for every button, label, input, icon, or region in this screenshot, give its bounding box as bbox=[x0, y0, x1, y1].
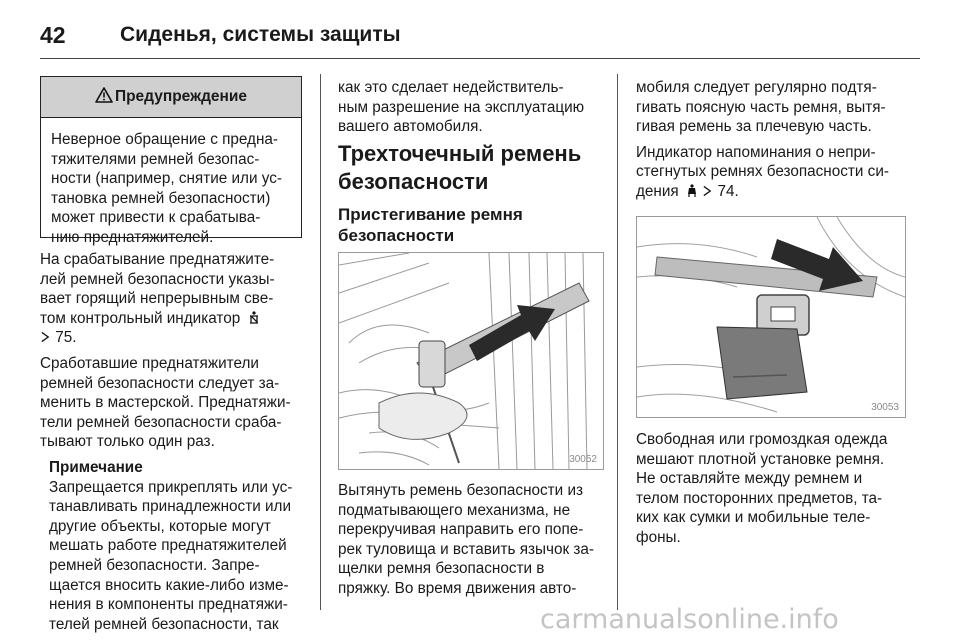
image-number: 30053 bbox=[871, 402, 899, 413]
text-line: как это сделает недействитель- bbox=[338, 79, 564, 96]
text-line: щелки ремня безопасности в bbox=[338, 560, 545, 578]
text-line: ным разрешение на эксплуатацию bbox=[338, 98, 585, 116]
text-line: дения bbox=[636, 182, 679, 200]
text-line: щается вносить какие-либо изме- bbox=[49, 576, 289, 594]
seatbelt-reminder-icon bbox=[686, 184, 698, 198]
text-line: вает горящий непрерывным све- bbox=[40, 290, 274, 308]
page-reference: 74. bbox=[717, 182, 739, 200]
warning-triangle-icon bbox=[95, 87, 113, 103]
column-3-top bbox=[636, 78, 916, 208]
text-line: лей ремней безопасности указы- bbox=[40, 270, 275, 288]
text-line: пряжку. Во время движения авто- bbox=[338, 579, 577, 597]
text-line: подматывающего механизма, не bbox=[338, 501, 571, 519]
text-line: ности (например, снятие или ус- bbox=[51, 170, 282, 188]
heading-line: безопасности bbox=[338, 169, 489, 194]
note-title: Примечание bbox=[49, 458, 143, 476]
paragraph-indicator bbox=[40, 250, 308, 348]
text-line: Сработавшие преднатяжители bbox=[40, 354, 259, 372]
subsection-heading bbox=[338, 204, 523, 246]
text-line: ких как сумки и мобильные теле- bbox=[636, 509, 871, 527]
text-line: мешают плотной установке ремня. bbox=[636, 450, 885, 468]
note-block bbox=[40, 458, 308, 634]
text-line: вашего автомобиля. bbox=[338, 118, 483, 136]
warning-box bbox=[40, 76, 302, 246]
page-title: Сиденья, системы защиты bbox=[120, 23, 401, 46]
text-line: мешать работе преднатяжителей bbox=[49, 537, 287, 555]
warning-title: Предупреждение bbox=[114, 88, 248, 105]
text-line: Индикатор напоминания о непри- bbox=[636, 143, 876, 161]
text-line: стегнутых ремнях безопасности си- bbox=[636, 163, 889, 181]
text-line: тяжителями ремней безопас- bbox=[51, 150, 260, 168]
seatbelt-fastening-illustration bbox=[338, 252, 604, 470]
text-line: нения в компоненты преднатяжи- bbox=[49, 596, 288, 614]
page-reference-icon bbox=[40, 330, 51, 344]
page-reference: 75. bbox=[55, 329, 77, 347]
warning-text bbox=[41, 118, 301, 248]
text-line: Запрещается прикреплять или ус- bbox=[49, 478, 293, 496]
text-line: Не оставляйте между ремнем и bbox=[636, 470, 863, 488]
subheading-line: Пристегивание ремня bbox=[338, 205, 523, 224]
heading-line: Трехточечный ремень bbox=[338, 141, 582, 166]
paragraph-reminder bbox=[636, 143, 916, 202]
seatbelt-buckle-illustration bbox=[636, 216, 906, 418]
text-line: фоны. bbox=[636, 528, 681, 546]
column-3-bottom bbox=[636, 430, 916, 548]
text-line: тывают только один раз. bbox=[40, 433, 215, 451]
text-line: тановка ремней безопасности) bbox=[51, 189, 271, 207]
text-line: менить в мастерской. Преднатяжи- bbox=[40, 394, 291, 412]
seatbelt-pretensioner-indicator-icon bbox=[248, 311, 260, 325]
header-rule bbox=[40, 58, 920, 59]
image-number: 30052 bbox=[569, 454, 597, 465]
text-line: тели ремней безопасности сраба- bbox=[40, 413, 282, 431]
paragraph-replacement bbox=[40, 354, 308, 452]
paragraph-tighten bbox=[636, 78, 916, 137]
column-1 bbox=[40, 250, 308, 634]
watermark: carmanualsonline.info bbox=[540, 604, 839, 635]
section-heading bbox=[338, 140, 581, 196]
text-line: гивая ремень за плечевую часть. bbox=[636, 118, 872, 136]
text-line: перекручивая направить его попе- bbox=[338, 521, 584, 539]
text-line: может привести к срабатыва- bbox=[51, 209, 261, 227]
text-line: Свободная или громоздкая одежда bbox=[636, 431, 888, 448]
column-2-top bbox=[338, 78, 610, 137]
page-reference-icon bbox=[702, 184, 713, 198]
column-divider-1 bbox=[320, 74, 321, 610]
subheading-line: безопасности bbox=[338, 226, 455, 245]
text-line: рек туловища и вставить язычок за- bbox=[338, 540, 595, 558]
warning-header bbox=[41, 77, 301, 118]
text-line: другие объекты, которые могут bbox=[49, 517, 271, 535]
text-line: мобиля следует регулярно подтя- bbox=[636, 79, 877, 96]
text-line: танавливать принадлежности или bbox=[49, 498, 292, 516]
text-line: том контрольный индикатор bbox=[40, 309, 241, 327]
page-number: 42 bbox=[40, 22, 66, 48]
text-line: Неверное обращение с предна- bbox=[51, 131, 279, 148]
column-2-bottom bbox=[338, 481, 610, 599]
column-divider-2 bbox=[617, 74, 618, 610]
text-line: ремней безопасности следует за- bbox=[40, 374, 280, 392]
text-line: телом посторонних предметов, та- bbox=[636, 489, 883, 507]
text-line: Вытянуть ремень безопасности из bbox=[338, 482, 584, 499]
text-line: На срабатывание преднатяжите- bbox=[40, 251, 275, 268]
text-line: нию преднатяжителей. bbox=[51, 228, 214, 246]
text-line: ремней безопасности. Запре- bbox=[49, 556, 260, 574]
text-line: гивать поясную часть ремня, вытя- bbox=[636, 98, 886, 116]
text-line: телей ремней безопасности, так bbox=[49, 615, 279, 633]
